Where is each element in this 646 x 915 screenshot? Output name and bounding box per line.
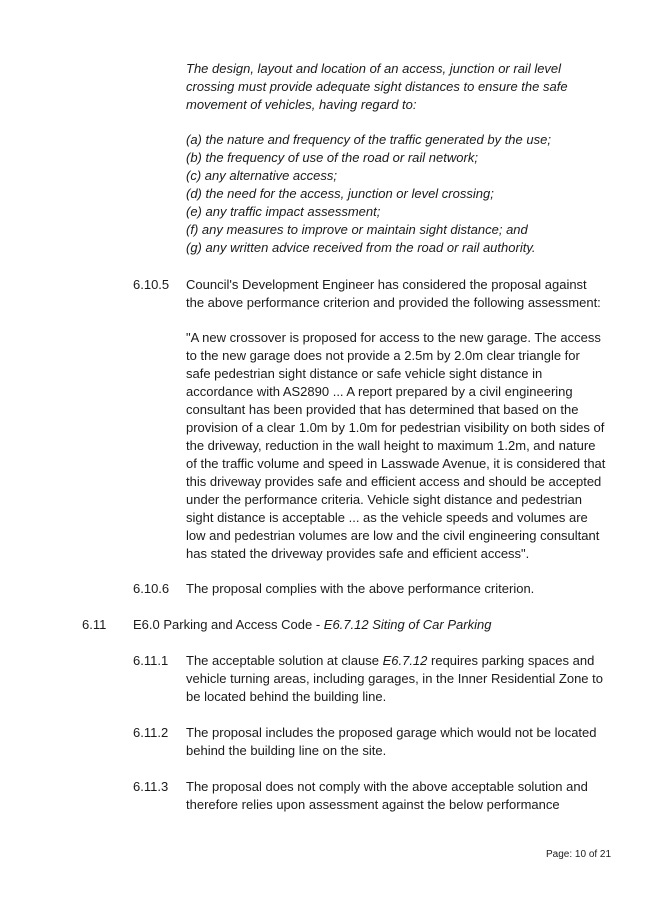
section-6-11-heading — [133, 616, 613, 634]
criterion-item: (d) the need for the access, junction or level crossing; — [186, 186, 494, 201]
criterion-item: (e) any traffic impact assessment; — [186, 204, 381, 219]
section-number-6-11-2: 6.11.2 — [133, 725, 169, 740]
section-6-10-5-text — [186, 276, 606, 312]
section-number-6-10-6: 6.10.6 — [133, 581, 170, 596]
paragraph: The proposal includes the proposed garage which would not be located behind the building line on the site. — [186, 725, 597, 758]
heading-plain: E6.0 Parking and Access Code - — [133, 617, 324, 632]
criterion-item: (c) any alternative access; — [186, 168, 338, 183]
criterion-list — [186, 131, 606, 257]
criterion-intro: The design, layout and location of an access, junction or rail level crossing must provide adequate sight distances to ensure the safe movement of vehicles, having regard to: — [186, 61, 568, 112]
criterion-item: (b) the frequency of use of the road or rail network; — [186, 150, 478, 165]
engineer-assessment-quote — [186, 329, 606, 563]
section-6-10-6-text — [186, 580, 606, 598]
text-part: requires parking spaces and vehicle turning areas, including garages, in the Inner Residential Zone to be located behind the building line. — [186, 653, 603, 704]
page-number: Page: 10 of 21 — [546, 849, 612, 860]
criterion-item: (g) any written advice received from the road or rail authority. — [186, 240, 536, 255]
section-6-11-2-text — [186, 724, 606, 760]
criterion-item: (f) any measures to improve or maintain sight distance; and — [186, 222, 528, 237]
paragraph — [186, 652, 606, 706]
heading-clause: E6.7.12 Siting of Car Parking — [323, 617, 492, 632]
quote-paragraph: "A new crossover is proposed for access to the new garage. The access to the new garage does not provide a 2.5m by 2.0m clear triangle for safe pedestrian sight distance or safe vehicle sight distance in accordance with AS2890 ... A report prepared by a civil engineering consultant has been provided that has determined that based on the provision of a clear 1.0m by 1.0m for pedestrian visibility on both sides of the driveway, reduction in the wall height to maximum 1.2m, and nature of the traffic volume and speed in Lasswade Avenue, it is considered that this driveway provides safe and efficient access and should be accepted under the performance criteria. Vehicle sight distance and pedestrian sight distance is acceptable ... as the vehicle speeds and volumes are low and pedestrian volumes are low and the civil engineering consultant has stated the driveway provides safe and efficient access". — [186, 330, 606, 561]
section-number-6-11-3: 6.11.3 — [133, 779, 169, 794]
paragraph: Council's Development Engineer has considered the proposal against the above performance criterion and provided the following assessment: — [186, 277, 601, 310]
criterion-item: (a) the nature and frequency of the traffic generated by the use; — [186, 132, 551, 147]
clause-reference: E6.7.12 — [382, 653, 428, 668]
section-6-11-3-text — [186, 778, 606, 814]
section-number-6-11-1: 6.11.1 — [133, 653, 169, 668]
section-number-6-11: 6.11 — [82, 617, 107, 632]
paragraph: The proposal complies with the above performance criterion. — [186, 581, 535, 596]
section-number-6-10-5: 6.10.5 — [133, 277, 170, 292]
text-part: The acceptable solution at clause — [186, 653, 383, 668]
performance-criterion — [186, 60, 606, 114]
paragraph: The proposal does not comply with the above acceptable solution and therefore relies upon assessment against the below performance — [186, 779, 588, 812]
section-6-11-1-text — [186, 652, 606, 706]
